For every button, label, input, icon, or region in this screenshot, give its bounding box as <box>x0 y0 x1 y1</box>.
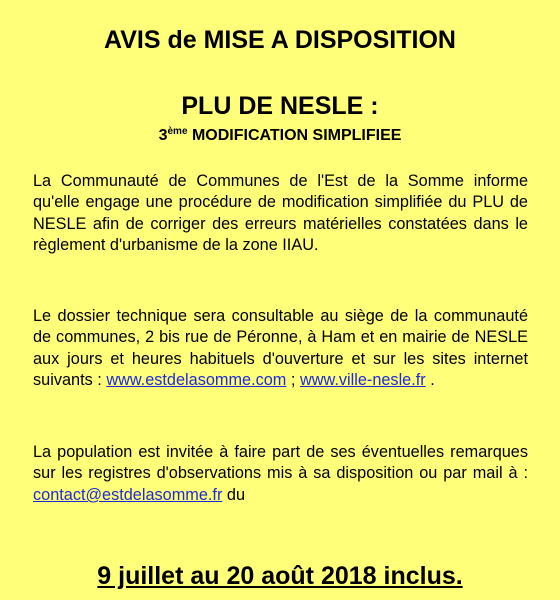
email-suffix: du <box>222 485 246 504</box>
link-estdelasomme[interactable]: www.estdelasomme.com <box>106 371 287 390</box>
subheading-superscript: ème <box>167 126 188 137</box>
link-separator: ; <box>286 371 300 390</box>
plan-subheading <box>0 126 560 146</box>
subheading-text: MODIFICATION SIMPLIFIEE <box>187 127 402 144</box>
subheading-ordinal: 3 <box>158 127 168 144</box>
link-ville-nesle[interactable]: www.ville-nesle.fr <box>299 371 426 390</box>
paragraph-remarks <box>33 442 528 506</box>
paragraph-consultation <box>33 306 528 392</box>
consultation-text: Le dossier technique sera consultable au siège de la communauté de communes, 2 bis rue de Péronne, à Ham et en mairie de NESLE aux jours et heures habituels d'ouverture et sur les sites internet suivants : <box>33 307 528 390</box>
paragraph-announcement: La Communauté de Communes de l'Est de la Somme informe qu'elle engage une procédure de modification simplifiée du PLU de NESLE afin de corriger des erreurs matérielles constatées dans le règlement d'urbanisme de la zone IIAU. <box>33 172 528 255</box>
notice-title: AVIS de MISE A DISPOSITION <box>104 26 456 54</box>
remarks-text: La population est invitée à faire part de ses éventuelles remarques sur les registres d'observations mis à sa disposition ou par mail à : <box>33 443 528 483</box>
email-link[interactable]: contact@estdelasomme.fr <box>33 485 223 504</box>
consultation-end: . <box>425 371 435 390</box>
availability-dates: 9 juillet au 20 août 2018 inclus. <box>97 562 463 590</box>
plan-heading: PLU DE NESLE : <box>181 92 379 120</box>
